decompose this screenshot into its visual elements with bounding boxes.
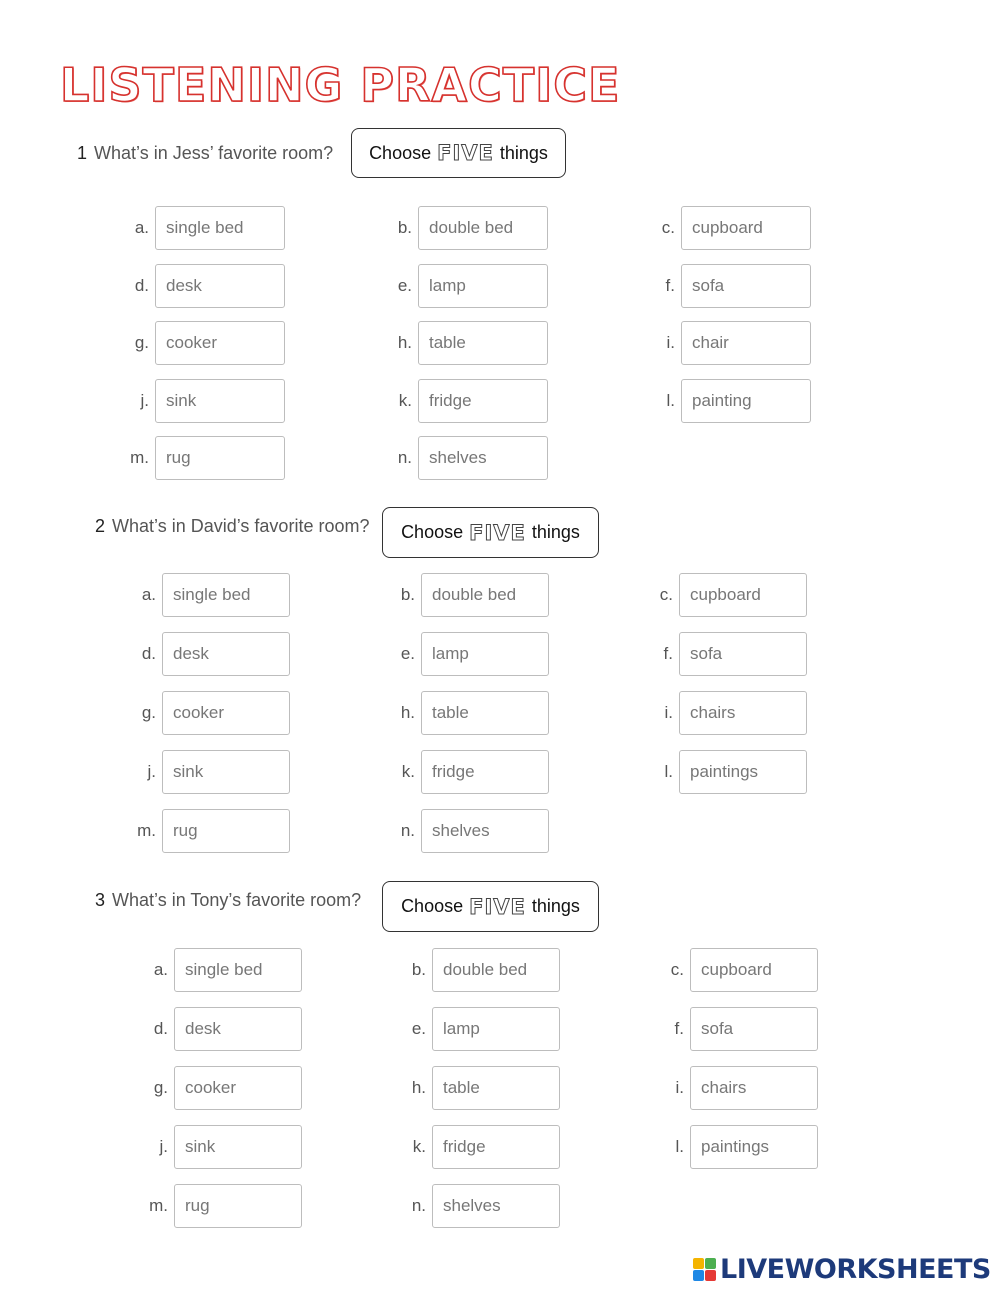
- option-letter: g.: [141, 703, 156, 722]
- option-letter: j.: [159, 1137, 168, 1156]
- option-box[interactable]: table: [432, 1066, 560, 1110]
- option-box[interactable]: fridge: [432, 1125, 560, 1169]
- liveworksheets-logo-icon: [693, 1258, 716, 1281]
- option-box[interactable]: cooker: [162, 691, 290, 735]
- option-letter: d.: [153, 1019, 168, 1038]
- choose-prefix: Choose: [401, 522, 464, 542]
- choose-emphasis: FIVE: [469, 520, 526, 545]
- option-letter: c.: [659, 585, 673, 604]
- option-letter: h.: [397, 333, 412, 353]
- option-letter: j.: [147, 762, 156, 781]
- option-letter: a.: [141, 585, 156, 604]
- option-letter: e.: [397, 275, 412, 295]
- option-box[interactable]: rug: [174, 1184, 302, 1228]
- option-box[interactable]: double bed: [421, 573, 549, 617]
- option-box[interactable]: shelves: [432, 1184, 560, 1228]
- option-letter: f.: [663, 644, 673, 663]
- option-box[interactable]: lamp: [418, 264, 548, 308]
- option-box[interactable]: cupboard: [690, 948, 818, 992]
- option-box[interactable]: rug: [162, 809, 290, 853]
- question-3-label: [95, 890, 361, 911]
- option-box[interactable]: shelves: [421, 809, 549, 853]
- option-box[interactable]: desk: [174, 1007, 302, 1051]
- option-letter: n.: [400, 821, 415, 840]
- option-letter: b.: [411, 960, 426, 979]
- choose-emphasis: FIVE: [469, 894, 526, 919]
- option-letter: e.: [400, 644, 415, 663]
- option-box[interactable]: fridge: [418, 379, 548, 423]
- choose-five-box-3: [382, 881, 599, 932]
- choose-emphasis: FIVE: [437, 141, 494, 165]
- option-letter: e.: [411, 1019, 426, 1038]
- question-text: What’s in Jess’ favorite room?: [94, 143, 334, 163]
- option-letter: h.: [400, 703, 415, 722]
- option-box[interactable]: paintings: [690, 1125, 818, 1169]
- option-letter: m.: [130, 448, 149, 468]
- question-number: 3: [95, 890, 106, 910]
- option-letter: c.: [661, 218, 675, 237]
- choose-prefix: Choose: [401, 896, 464, 916]
- option-box[interactable]: double bed: [432, 948, 560, 992]
- option-letter: d.: [141, 644, 156, 663]
- option-box[interactable]: lamp: [432, 1007, 560, 1051]
- option-box[interactable]: table: [421, 691, 549, 735]
- question-number: 2: [95, 516, 106, 536]
- option-box[interactable]: sofa: [690, 1007, 818, 1051]
- option-letter: m.: [137, 821, 156, 840]
- option-letter: l.: [666, 390, 675, 410]
- option-box[interactable]: paintings: [679, 750, 807, 794]
- option-letter: f.: [665, 275, 675, 295]
- option-box[interactable]: desk: [155, 264, 285, 308]
- option-letter: i.: [664, 703, 673, 722]
- choose-prefix: Choose: [369, 142, 432, 163]
- option-letter: n.: [397, 448, 412, 468]
- option-box[interactable]: rug: [155, 436, 285, 480]
- option-letter: l.: [675, 1137, 684, 1156]
- option-letter: h.: [411, 1078, 426, 1097]
- option-box[interactable]: table: [418, 321, 548, 365]
- option-box[interactable]: sofa: [679, 632, 807, 676]
- question-number: 1: [77, 143, 88, 163]
- option-letter: k.: [398, 390, 412, 410]
- option-box[interactable]: sink: [155, 379, 285, 423]
- option-box[interactable]: double bed: [418, 206, 548, 250]
- choose-suffix: things: [531, 896, 580, 916]
- option-box[interactable]: chairs: [679, 691, 807, 735]
- choose-five-box-2: [382, 507, 599, 558]
- question-text: What’s in Tony’s favorite room?: [112, 890, 362, 910]
- choose-suffix: things: [531, 522, 580, 542]
- choose-suffix: things: [499, 142, 548, 163]
- logo-text: LIVEWORKSHEETS: [720, 1253, 991, 1285]
- option-letter: n.: [411, 1196, 426, 1215]
- option-letter: a.: [134, 218, 149, 237]
- option-box[interactable]: single bed: [174, 948, 302, 992]
- option-box[interactable]: cupboard: [679, 573, 807, 617]
- liveworksheets-logo: [693, 1252, 991, 1286]
- option-letter: c.: [670, 960, 684, 979]
- option-box[interactable]: cooker: [155, 321, 285, 365]
- question-1-label: [77, 143, 333, 164]
- option-box[interactable]: single bed: [162, 573, 290, 617]
- option-letter: g.: [153, 1078, 168, 1097]
- option-letter: m.: [149, 1196, 168, 1215]
- option-letter: d.: [134, 275, 149, 295]
- option-box[interactable]: sofa: [681, 264, 811, 308]
- page-title: LISTENING PRACTICE: [60, 58, 621, 112]
- option-box[interactable]: cupboard: [681, 206, 811, 250]
- option-box[interactable]: cooker: [174, 1066, 302, 1110]
- option-letter: b.: [400, 585, 415, 604]
- option-letter: b.: [397, 218, 412, 237]
- option-box[interactable]: painting: [681, 379, 811, 423]
- option-box[interactable]: chair: [681, 321, 811, 365]
- option-box[interactable]: lamp: [421, 632, 549, 676]
- option-box[interactable]: sink: [162, 750, 290, 794]
- choose-five-box-1: [351, 128, 566, 178]
- option-box[interactable]: single bed: [155, 206, 285, 250]
- option-letter: k.: [401, 762, 415, 781]
- option-box[interactable]: sink: [174, 1125, 302, 1169]
- option-letter: k.: [412, 1137, 426, 1156]
- question-text: What’s in David’s favorite room?: [112, 516, 370, 536]
- option-box[interactable]: shelves: [418, 436, 548, 480]
- option-letter: f.: [674, 1019, 684, 1038]
- question-2-label: [95, 516, 369, 537]
- option-letter: i.: [675, 1078, 684, 1097]
- option-letter: l.: [664, 762, 673, 781]
- option-box[interactable]: fridge: [421, 750, 549, 794]
- option-letter: a.: [153, 960, 168, 979]
- option-letter: g.: [134, 333, 149, 353]
- option-box[interactable]: chairs: [690, 1066, 818, 1110]
- option-letter: i.: [666, 333, 675, 353]
- option-letter: j.: [140, 390, 149, 410]
- option-box[interactable]: desk: [162, 632, 290, 676]
